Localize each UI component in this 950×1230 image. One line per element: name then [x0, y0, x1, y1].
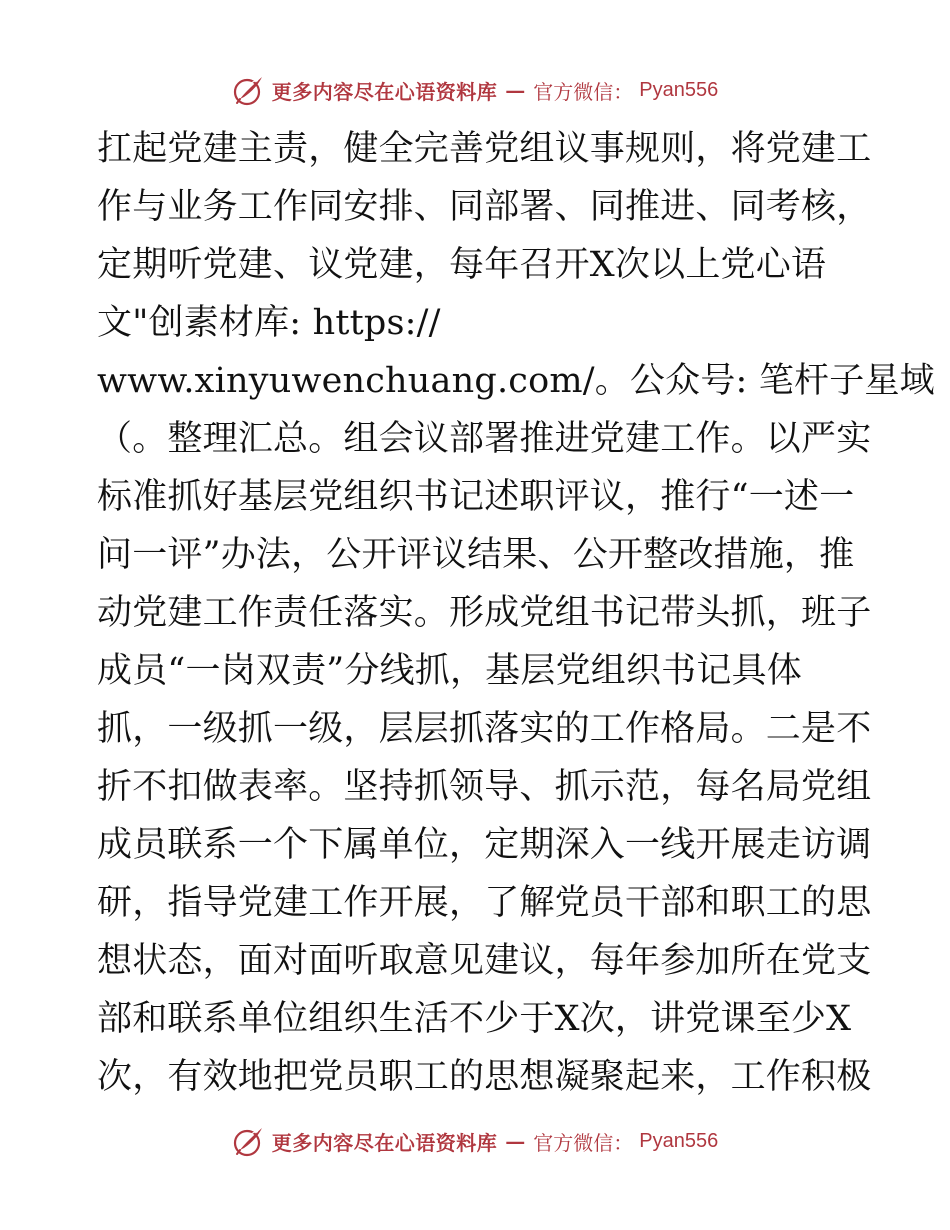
- body-line: 想状态，面对面听取意见建议，每年参加所在党支: [97, 941, 872, 981]
- banner-brand-text: 更多内容尽在心语资料库: [271, 79, 498, 104]
- banner-wechat-handle: Pyan556: [639, 78, 719, 101]
- banner-dash: —: [505, 1129, 526, 1153]
- body-line: www.xinyuwenchuang.com/。公众号: 笔杆子星域: [97, 361, 935, 401]
- body-line: 抓，一级抓一级，层层抓落实的工作格局。二是不: [97, 709, 872, 749]
- quill-pen-logo-icon: [232, 73, 266, 107]
- footer-banner: [0, 1121, 950, 1161]
- body-line: 扛起党建主责，健全完善党组议事规则，将党建工: [97, 129, 872, 169]
- body-line: 部和联系单位组织生活不少于X次，讲党课至少X: [97, 999, 852, 1039]
- quill-pen-logo-icon: [232, 1124, 266, 1158]
- banner-official-label: 官方微信：: [533, 79, 634, 104]
- header-banner: [0, 70, 950, 110]
- banner-dash: —: [505, 78, 526, 102]
- banner-wechat-handle: Pyan556: [639, 1129, 719, 1152]
- banner-official-label: 官方微信：: [533, 1130, 634, 1155]
- body-line: 标准抓好基层党组织书记述职评议，推行“一述一: [97, 477, 855, 517]
- banner-brand-text: 更多内容尽在心语资料库: [271, 1130, 498, 1155]
- body-line: 作与业务工作同安排、同部署、同推进、同考核，: [97, 187, 872, 227]
- body-line: 成员“一岗双责”分线抓，基层党组织书记具体: [97, 651, 802, 691]
- body-line: 研，指导党建工作开展，了解党员干部和职工的思: [97, 883, 872, 923]
- body-line: 问一评”办法，公开评议结果、公开整改措施，推: [97, 535, 855, 575]
- body-line: 折不扣做表率。坚持抓领导、抓示范，每名局党组: [97, 767, 872, 807]
- body-line: 次，有效地把党员职工的思想凝聚起来，工作积极: [97, 1057, 872, 1097]
- body-line: 文"创素材库: https://: [97, 303, 441, 343]
- body-line: 动党建工作责任落实。形成党组书记带头抓，班子: [97, 593, 872, 633]
- body-line: 成员联系一个下属单位，定期深入一线开展走访调: [97, 825, 872, 865]
- document-body: [97, 120, 935, 1106]
- body-line: （。整理汇总。组会议部署推进党建工作。以严实: [97, 419, 872, 459]
- body-line: 定期听党建、议党建，每年召开X次以上党心语: [97, 245, 827, 285]
